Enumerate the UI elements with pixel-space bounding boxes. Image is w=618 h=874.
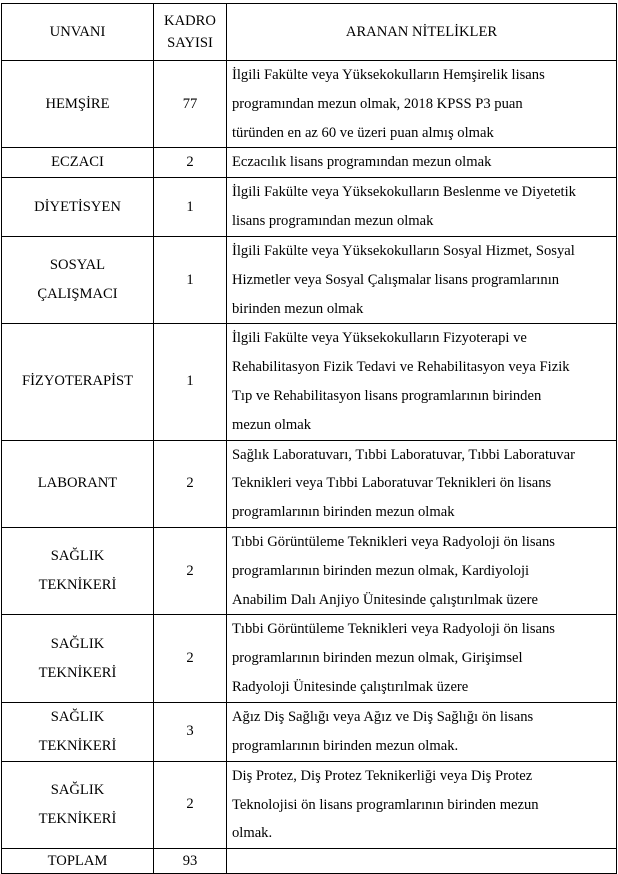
- position-title: SAĞLIK TEKNİKERİ: [2, 615, 154, 702]
- table-row: [2, 61, 617, 148]
- position-count: 3: [154, 702, 227, 761]
- position-requirements: İlgili Fakülte veya Yüksekokulların Hemşirelik lisans programından mezun olmak, 2018 KPSS P3 puan türünden en az 60 ve üzeri puan almış olmak: [227, 61, 617, 148]
- position-count: 2: [154, 527, 227, 614]
- header-title-column: UNVANI: [2, 4, 154, 61]
- position-count: 2: [154, 440, 227, 527]
- table-row: [2, 615, 617, 702]
- table-header-row: [2, 4, 617, 61]
- position-title: SAĞLIK TEKNİKERİ: [2, 527, 154, 614]
- position-title: SAĞLIK TEKNİKERİ: [2, 702, 154, 761]
- table-row: [2, 324, 617, 440]
- table-body: [2, 61, 617, 874]
- position-count: 2: [154, 761, 227, 848]
- total-count: 93: [154, 849, 227, 874]
- position-requirements: Tıbbi Görüntüleme Teknikleri veya Radyoloji ön lisans programlarının birinden mezun olmak, Kardiyoloji Anabilim Dalı Anjiyo Ünitesinde çalıştırılmak üzere: [227, 527, 617, 614]
- position-requirements: İlgili Fakülte veya Yüksekokulların Sosyal Hizmet, Sosyal Hizmetler veya Sosyal Çalışmalar lisans programlarının birinden mezun olmak: [227, 236, 617, 323]
- table-row: [2, 761, 617, 848]
- position-count: 1: [154, 236, 227, 323]
- position-requirements: Tıbbi Görüntüleme Teknikleri veya Radyoloji ön lisans programlarının birinden mezun olmak, Girişimsel Radyoloji Ünitesinde çalıştırılmak üzere: [227, 615, 617, 702]
- position-count: 1: [154, 324, 227, 440]
- position-title: DİYETİSYEN: [2, 178, 154, 237]
- header-requirements-column: ARANAN NİTELİKLER: [227, 4, 617, 61]
- position-title: LABORANT: [2, 440, 154, 527]
- total-label: TOPLAM: [2, 849, 154, 874]
- position-requirements: İlgili Fakülte veya Yüksekokulların Fizyoterapi ve Rehabilitasyon Fizik Tedavi ve Rehabilitasyon veya Fizik Tıp ve Rehabilitasyon lisans programlarının birinden mezun olmak: [227, 324, 617, 440]
- position-requirements: Ağız Diş Sağlığı veya Ağız ve Diş Sağlığı ön lisans programlarının birinden mezun olmak.: [227, 702, 617, 761]
- staff-positions-table: [1, 3, 617, 874]
- table-row: [2, 236, 617, 323]
- position-title: ECZACI: [2, 148, 154, 178]
- position-requirements: İlgili Fakülte veya Yüksekokulların Beslenme ve Diyetetik lisans programından mezun olmak: [227, 178, 617, 237]
- position-count: 2: [154, 615, 227, 702]
- position-title: HEMŞİRE: [2, 61, 154, 148]
- position-title: FİZYOTERAPİST: [2, 324, 154, 440]
- position-requirements: Eczacılık lisans programından mezun olmak: [227, 148, 617, 178]
- table-row: [2, 178, 617, 237]
- table-row: [2, 702, 617, 761]
- header-count-line1: KADRO: [164, 13, 216, 29]
- table-row: [2, 148, 617, 178]
- header-count-column: [154, 4, 227, 61]
- total-empty-cell: [227, 849, 617, 874]
- position-count: 77: [154, 61, 227, 148]
- position-count: 2: [154, 148, 227, 178]
- table-row: [2, 440, 617, 527]
- position-title: SOSYAL ÇALIŞMACI: [2, 236, 154, 323]
- position-requirements: Sağlık Laboratuvarı, Tıbbi Laboratuvar, Tıbbi Laboratuvar Teknikleri veya Tıbbi Laboratuvar Teknikleri ön lisans programlarının birinden mezun olmak: [227, 440, 617, 527]
- position-title: SAĞLIK TEKNİKERİ: [2, 761, 154, 848]
- total-row: [2, 849, 617, 874]
- header-count-line2: SAYISI: [167, 35, 213, 51]
- position-requirements: Diş Protez, Diş Protez Teknikerliği veya Diş Protez Teknolojisi ön lisans programlarının birinden mezun olmak.: [227, 761, 617, 848]
- position-count: 1: [154, 178, 227, 237]
- table-row: [2, 527, 617, 614]
